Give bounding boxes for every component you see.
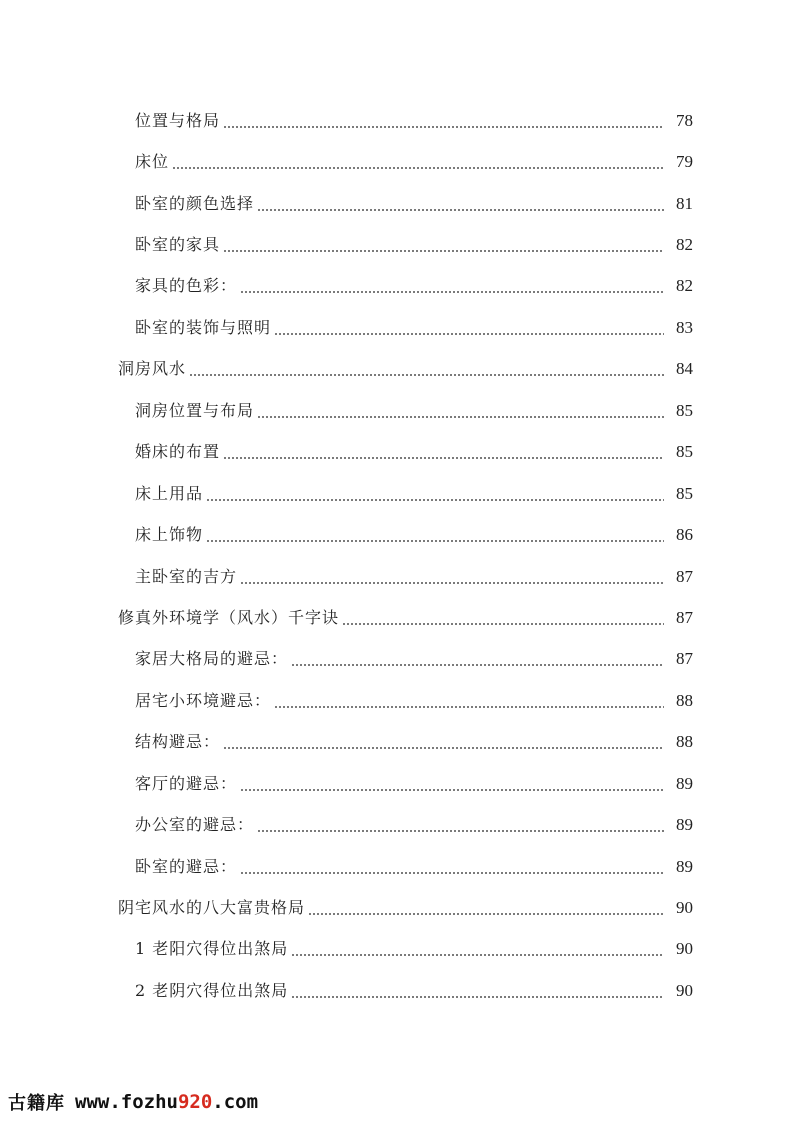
toc-dot-leader xyxy=(291,996,664,998)
site-url-part: www.fozhu xyxy=(75,1091,178,1113)
toc-dot-leader xyxy=(223,250,664,252)
toc-entry-title: 阴宅风水的八大富贵格局 xyxy=(118,898,306,918)
toc-entry-title: 卧室的装饰与照明 xyxy=(135,317,272,337)
toc-entry-page-number: 85 xyxy=(676,483,693,503)
toc-entry-title: 卧室的避忌： xyxy=(135,856,238,876)
toc-entry-title: 卧室的颜色选择 xyxy=(135,193,255,213)
toc-entry-title: 位置与格局 xyxy=(135,110,221,130)
toc-dot-leader xyxy=(223,126,664,128)
toc-subsection-entry[interactable] xyxy=(0,556,793,597)
toc-section-entry[interactable] xyxy=(0,887,793,928)
toc-dot-leader xyxy=(223,457,664,459)
toc-entry-title: 主卧室的吉方 xyxy=(135,566,238,586)
toc-dot-leader xyxy=(240,582,664,584)
toc-subsection-entry[interactable] xyxy=(0,804,793,845)
toc-subsection-entry[interactable] xyxy=(0,183,793,224)
toc-entry-title: 修真外环境学（风水）千字诀 xyxy=(118,607,340,627)
toc-entry-title: 居宅小环境避忌： xyxy=(135,690,272,710)
toc-entry-page-number: 82 xyxy=(676,235,693,255)
toc-dot-leader xyxy=(206,540,664,542)
toc-subsection-entry[interactable] xyxy=(0,680,793,721)
toc-entry-title: 洞房位置与布局 xyxy=(135,400,255,420)
site-url-part: .com xyxy=(212,1091,259,1113)
toc-entry-page-number: 84 xyxy=(676,359,693,379)
toc-entry-title: 1 老阳穴得位出煞局 xyxy=(135,939,289,959)
toc-subsection-entry[interactable] xyxy=(0,432,793,473)
toc-entry-title: 结构避忌： xyxy=(135,732,221,752)
toc-subsection-entry[interactable] xyxy=(0,639,793,680)
table-of-contents xyxy=(0,100,793,1012)
toc-entry-page-number: 89 xyxy=(676,856,693,876)
toc-entry-page-number: 85 xyxy=(676,442,693,462)
toc-entry-title: 2 老阴穴得位出煞局 xyxy=(135,980,289,1000)
toc-subsection-entry[interactable] xyxy=(0,307,793,348)
toc-entry-page-number: 89 xyxy=(676,815,693,835)
toc-entry-title: 床上用品 xyxy=(135,483,204,503)
toc-dot-leader xyxy=(274,706,664,708)
toc-entry-page-number: 82 xyxy=(676,276,693,296)
toc-entry-page-number: 85 xyxy=(676,400,693,420)
toc-entry-title: 床上饰物 xyxy=(135,525,204,545)
toc-dot-leader xyxy=(172,167,664,169)
toc-entry-page-number: 90 xyxy=(676,939,693,959)
site-url-part: 920 xyxy=(177,1091,213,1113)
toc-dot-leader xyxy=(240,291,664,293)
toc-dot-leader xyxy=(257,830,664,832)
site-logo-text: 古籍库 xyxy=(8,1093,65,1114)
toc-entry-title: 办公室的避忌： xyxy=(135,815,255,835)
toc-subsection-entry[interactable] xyxy=(0,473,793,514)
toc-dot-leader xyxy=(342,623,664,625)
toc-subsection-entry[interactable] xyxy=(0,224,793,265)
toc-entry-title: 洞房风水 xyxy=(118,359,187,379)
toc-subsection-entry[interactable] xyxy=(0,846,793,887)
toc-dot-leader xyxy=(257,416,664,418)
toc-subsection-entry[interactable] xyxy=(0,722,793,763)
toc-dot-leader xyxy=(308,913,664,915)
toc-entry-page-number: 79 xyxy=(676,152,693,172)
toc-entry-page-number: 90 xyxy=(676,980,693,1000)
toc-dot-leader xyxy=(223,747,664,749)
toc-entry-title: 床位 xyxy=(135,152,170,172)
toc-dot-leader xyxy=(257,209,664,211)
toc-entry-title: 家居大格局的避忌： xyxy=(135,649,289,669)
toc-subsection-entry[interactable] xyxy=(0,100,793,141)
toc-entry-page-number: 87 xyxy=(676,649,693,669)
toc-entry-title: 家具的色彩： xyxy=(135,276,238,296)
toc-entry-page-number: 90 xyxy=(676,898,693,918)
site-url[interactable] xyxy=(75,1091,258,1113)
toc-entry-page-number: 87 xyxy=(676,607,693,627)
toc-subsection-entry[interactable] xyxy=(0,141,793,182)
footer-watermark xyxy=(8,1087,258,1117)
toc-subsection-entry[interactable] xyxy=(0,266,793,307)
toc-entry-page-number: 83 xyxy=(676,317,693,337)
toc-dot-leader xyxy=(240,872,664,874)
toc-dot-leader xyxy=(291,954,664,956)
toc-section-entry[interactable] xyxy=(0,349,793,390)
toc-dot-leader xyxy=(291,664,664,666)
toc-entry-page-number: 87 xyxy=(676,566,693,586)
toc-entry-page-number: 81 xyxy=(676,193,693,213)
toc-subsection-entry[interactable] xyxy=(0,929,793,970)
toc-entry-page-number: 86 xyxy=(676,525,693,545)
toc-dot-leader xyxy=(206,499,664,501)
toc-entry-page-number: 88 xyxy=(676,690,693,710)
toc-subsection-entry[interactable] xyxy=(0,390,793,431)
toc-dot-leader xyxy=(240,789,664,791)
toc-subsection-entry[interactable] xyxy=(0,763,793,804)
toc-subsection-entry[interactable] xyxy=(0,970,793,1011)
toc-section-entry[interactable] xyxy=(0,597,793,638)
toc-subsection-entry[interactable] xyxy=(0,514,793,555)
toc-entry-page-number: 78 xyxy=(676,110,693,130)
toc-entry-page-number: 88 xyxy=(676,732,693,752)
toc-entry-title: 卧室的家具 xyxy=(135,235,221,255)
toc-entry-page-number: 89 xyxy=(676,773,693,793)
toc-dot-leader xyxy=(189,374,664,376)
toc-entry-title: 客厅的避忌： xyxy=(135,773,238,793)
toc-entry-title: 婚床的布置 xyxy=(135,442,221,462)
toc-dot-leader xyxy=(274,333,664,335)
